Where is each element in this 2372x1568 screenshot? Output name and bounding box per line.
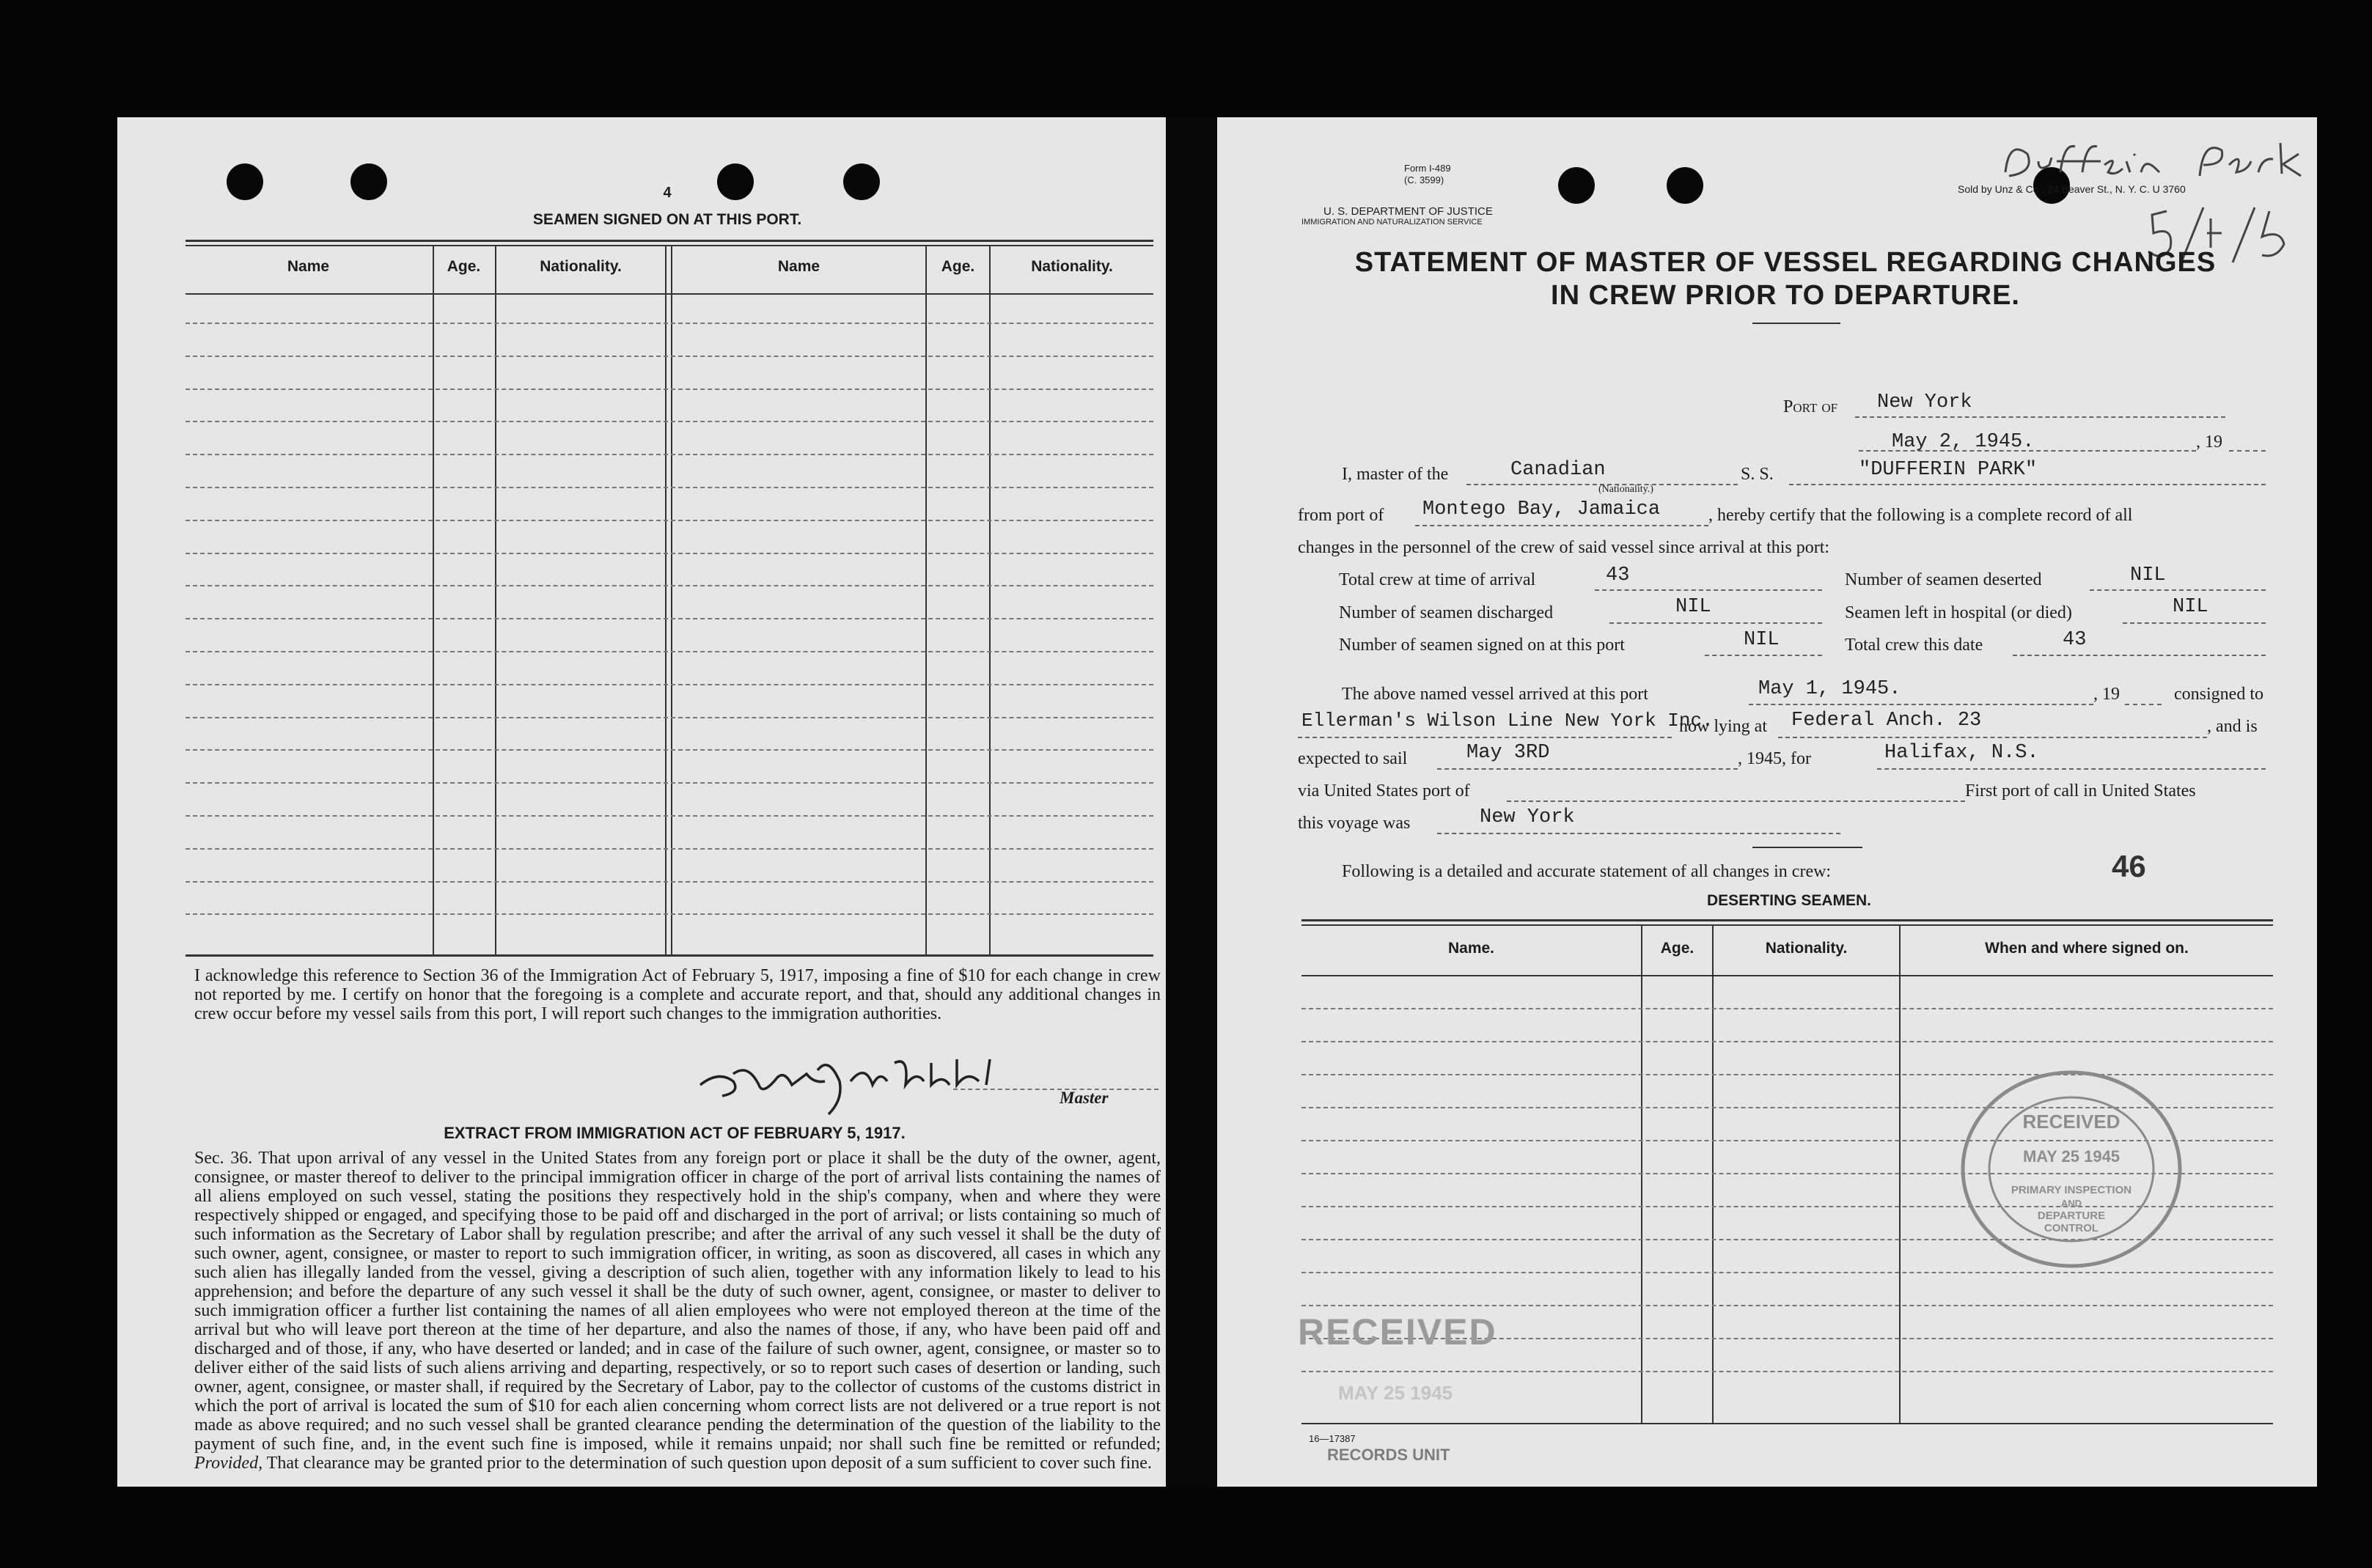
total-crew-arrival-label: Total crew at time of arrival: [1339, 570, 1536, 589]
page-number: 4: [663, 185, 672, 201]
hospital-value: NIL: [2173, 596, 2208, 618]
master-signature: [689, 1041, 1027, 1122]
voyage-label: this voyage was: [1298, 814, 1411, 833]
arrived-label: The above named vessel arrived at this port: [1342, 685, 1648, 704]
discharged-line: [1609, 622, 1822, 624]
destination-value: Halifax, N.S.: [1884, 742, 2039, 764]
punch-hole: [1667, 167, 1703, 204]
port-value: New York: [1877, 391, 1972, 413]
arrived-line: [1749, 704, 2093, 705]
year-field-line: [2229, 450, 2266, 452]
signed-on-label: Number of seamen signed on at this port: [1339, 636, 1625, 655]
expected-year: , 1945, for: [1738, 749, 1811, 768]
column-header-nationality: Nationality.: [540, 258, 622, 275]
deserting-title: DESERTING SEAMEN.: [1706, 892, 1872, 909]
arrived-year-suffix: , 19: [2093, 685, 2120, 704]
records-unit-stamp: RECORDS UNIT: [1327, 1446, 1450, 1464]
table-row: [186, 585, 1153, 586]
nationality-caption: (Nationality.): [1598, 484, 1653, 495]
table-top-rule: [186, 240, 1153, 242]
table-row: [1301, 1041, 2273, 1042]
via-line: [1507, 800, 1965, 802]
table-row: [186, 454, 1153, 455]
column-header-age: Age.: [447, 258, 481, 275]
table-top-rule: [186, 245, 1153, 246]
hospital-label: Seamen left in hospital (or died): [1845, 603, 2072, 622]
first-port-value: New York: [1480, 806, 1575, 828]
table-row: [186, 848, 1153, 850]
consignee-line: [1298, 737, 1672, 738]
following-text: Following is a detailed and accurate statement of all changes in crew:: [1342, 862, 1832, 881]
table-row: [1301, 1371, 2273, 1372]
hospital-line: [2123, 622, 2266, 624]
form-title-line1: STATEMENT OF MASTER OF VESSEL REGARDING CHANGES: [1354, 247, 2217, 278]
table-row: [186, 717, 1153, 718]
handwritten-vessel-name: [1994, 128, 2310, 194]
punch-hole: [717, 163, 754, 200]
from-port-label: from port of: [1298, 506, 1384, 525]
discharged-value: NIL: [1675, 596, 1711, 618]
footer-code: 16—17387: [1309, 1433, 1356, 1444]
deserting-header-nationality: Nationality.: [1765, 940, 1848, 957]
table-row: [186, 421, 1153, 422]
deserted-value: NIL: [2130, 564, 2166, 586]
certify-text: , hereby certify that the following is a complete record of all: [1708, 506, 2133, 525]
table-row: [186, 389, 1153, 390]
round-stamp-text: PRIMARY INSPECTION: [2011, 1184, 2132, 1196]
table-row: [186, 356, 1153, 357]
signed-on-line: [1705, 655, 1822, 656]
extract-title: EXTRACT FROM IMMIGRATION ACT OF FEBRUARY 5, 1917.: [444, 1124, 906, 1142]
received-stamp: RECEIVED: [1298, 1311, 1497, 1352]
deserting-header-rule: [1301, 975, 2273, 976]
deserting-header-name: Name.: [1447, 940, 1495, 957]
column-header-name: Name: [287, 258, 330, 275]
service-label: IMMIGRATION AND NATURALIZATION SERVICE: [1301, 218, 1483, 227]
table-row: [186, 684, 1153, 685]
consignee-value: Ellerman's Wilson Line New York Inc.: [1301, 710, 1714, 732]
round-received-stamp: [1954, 1063, 2189, 1276]
title-underline: [1752, 323, 1840, 324]
arrived-value: May 1, 1945.: [1758, 678, 1901, 700]
acknowledgement-text: I acknowledge this reference to Section 36 of the Immigration Act of February 5, 1917, imposing a fine of $10 for each change in crew not reported by me. I certify on honor that the foregoing is a complete and accurate report, and that, should any additional changes in crew occur before my vessel sails from this port, I will report such changes to the immigration authorities.: [194, 966, 1161, 1023]
table-row: [186, 913, 1153, 915]
total-crew-arrival-line: [1595, 589, 1822, 591]
column-header-name: Name: [777, 258, 820, 275]
table-row: [186, 815, 1153, 817]
table-row: [186, 651, 1153, 652]
deserted-line: [2090, 589, 2266, 591]
table-header-rule: [186, 293, 1153, 295]
arrived-year-line: [2125, 704, 2162, 705]
deserting-header-age: Age.: [1660, 940, 1694, 957]
punch-hole: [843, 163, 880, 200]
signed-on-title: SEAMEN SIGNED ON AT THIS PORT.: [532, 211, 802, 228]
handwritten-number: 46: [2112, 849, 2146, 883]
deserted-label: Number of seamen deserted: [1845, 570, 2042, 589]
destination-line: [1877, 768, 2266, 770]
from-port-field-line: [1415, 525, 1708, 526]
total-crew-date-line: [2013, 655, 2266, 656]
year-suffix: , 19: [2196, 433, 2222, 452]
changes-text: changes in the personnel of the crew of said vessel since arrival at this port:: [1298, 538, 1830, 557]
table-row: [186, 782, 1153, 784]
department-label: U. S. DEPARTMENT OF JUSTICE: [1323, 205, 1493, 218]
expected-line: [1437, 768, 1738, 770]
table-bottom-rule: [186, 954, 1153, 957]
punch-hole: [350, 163, 387, 200]
vessel-name: "DUFFERIN PARK": [1859, 459, 2038, 481]
consigned-label: consigned to: [2174, 685, 2263, 704]
port-label: Port of: [1783, 397, 1838, 416]
seller-imprint: Sold by Unz & Co., 24 Beaver St., N. Y. C. U 3760: [1958, 183, 2186, 195]
via-label: via United States port of: [1298, 781, 1470, 800]
master-of-the-label: I, master of the: [1342, 465, 1449, 484]
deserting-top-rule: [1301, 919, 2273, 921]
table-row: [1301, 1008, 2273, 1009]
round-stamp-text: AND: [2060, 1198, 2082, 1209]
received-stamp-date: MAY 25 1945: [1338, 1382, 1453, 1404]
table-row: [186, 520, 1153, 521]
lying-value: Federal Anch. 23: [1791, 710, 1982, 732]
table-row: [186, 881, 1153, 883]
master-signature-line: [953, 1089, 1159, 1090]
round-stamp-text: RECEIVED: [2022, 1111, 2121, 1133]
deserting-top-rule: [1301, 924, 2273, 926]
form-title-line2: IN CREW PRIOR TO DEPARTURE.: [1551, 280, 2020, 311]
lying-label: now lying at: [1679, 717, 1767, 736]
column-header-age: Age.: [941, 258, 975, 275]
vessel-field-line: [1789, 484, 2266, 485]
signed-on-value: NIL: [1744, 629, 1780, 651]
column-header-nationality: Nationality.: [1031, 258, 1113, 275]
from-port-value: Montego Bay, Jamaica: [1422, 498, 1661, 520]
round-stamp-text: MAY 25 1945: [2022, 1147, 2121, 1166]
section-divider: [1752, 847, 1862, 848]
nationality-value: Canadian: [1510, 459, 1606, 481]
ss-label: S. S.: [1741, 465, 1774, 484]
port-field-line: [1855, 416, 2225, 418]
table-row: [186, 323, 1153, 324]
total-crew-arrival-value: 43: [1606, 564, 1630, 586]
and-is-text: , and is: [2207, 717, 2258, 736]
deserting-header-signed-on: When and where signed on.: [1985, 940, 2189, 957]
expected-value: May 3RD: [1466, 742, 1550, 764]
first-port-line: [1437, 833, 1840, 834]
lying-line: [1778, 737, 2207, 738]
extract-text: Sec. 36. That upon arrival of any vessel in the United States from any foreign port or place it shall be the duty of the owner, agent, consignee, or master thereof to deliver to the principal immigration officer in charge of the port of arrival lists containing the names of all aliens employed on such vessel, stating the positions they respectively hold in the ship's company, when and where they were respectively shipped or engaged, and specifying those to be paid off and discharged in the port of arrival; or lists containing so much of such information as the Secretary of Labor shall by regulation prescribe; and after the arrival of any such vessel it shall be the duty of such owner, agent, consignee, or master to report to such immigration officer, in writing, as soon as discovered, all cases in which any such alien has illegally landed from the vessel, giving a description of such alien, together with any information likely to lead to his apprehension; and before the departure of any such vessel it shall be the duty of such owner, agent, consignee, or master to deliver to such immigration officer a further list containing the names of all alien employees who were not employed thereon at the time of the arrival but who will leave port thereon at the time of her departure, and also the names of those, if any, who have been paid off and discharged and of those, if any, who have deserted or landed; and in case of the failure of such owner, agent, consignee, or master so to deliver either of the said lists of such aliens arriving and departing, respectively, or so to report such cases of desertion or landing, such owner, agent, consignee, or master shall, if required by the Secretary of Labor, pay to the collector of customs of the customs district in which the port of arrival is located the sum of $10 for each alien concerning whom correct lists are not delivered or a true report is not made as above required; and no such vessel shall be granted clearance pending the determination of the question of the liability to the payment of such fine, and, in the event such fine is imposed, while it remains unpaid; nor shall such fine be remitted or refunded; Provided, That clearance may be granted prior to the determination of such question upon deposit of a sum sufficient to cover such fine.: [194, 1149, 1161, 1473]
discharged-label: Number of seamen discharged: [1339, 603, 1554, 622]
form-number: Form I-489: [1404, 163, 1451, 174]
date-value: May 2, 1945.: [1892, 431, 2035, 453]
punch-hole: [1558, 167, 1595, 204]
table-row: [186, 618, 1153, 619]
total-crew-date-label: Total crew this date: [1845, 636, 1983, 655]
punch-hole: [227, 163, 263, 200]
form-subnumber: (C. 3599): [1404, 174, 1444, 185]
page-fold: [1166, 117, 1217, 1487]
expected-label: expected to sail: [1298, 749, 1408, 768]
table-row: [186, 749, 1153, 751]
table-row: [186, 487, 1153, 488]
deserting-bottom-rule: [1301, 1423, 2273, 1424]
master-label: Master: [1060, 1089, 1109, 1107]
total-crew-date-value: 43: [2063, 629, 2087, 651]
table-row: [186, 553, 1153, 554]
table-row: [1301, 1305, 2273, 1306]
round-stamp-text: DEPARTURE CONTROL: [2037, 1210, 2106, 1234]
first-port-label: First port of call in United States: [1965, 781, 2196, 800]
